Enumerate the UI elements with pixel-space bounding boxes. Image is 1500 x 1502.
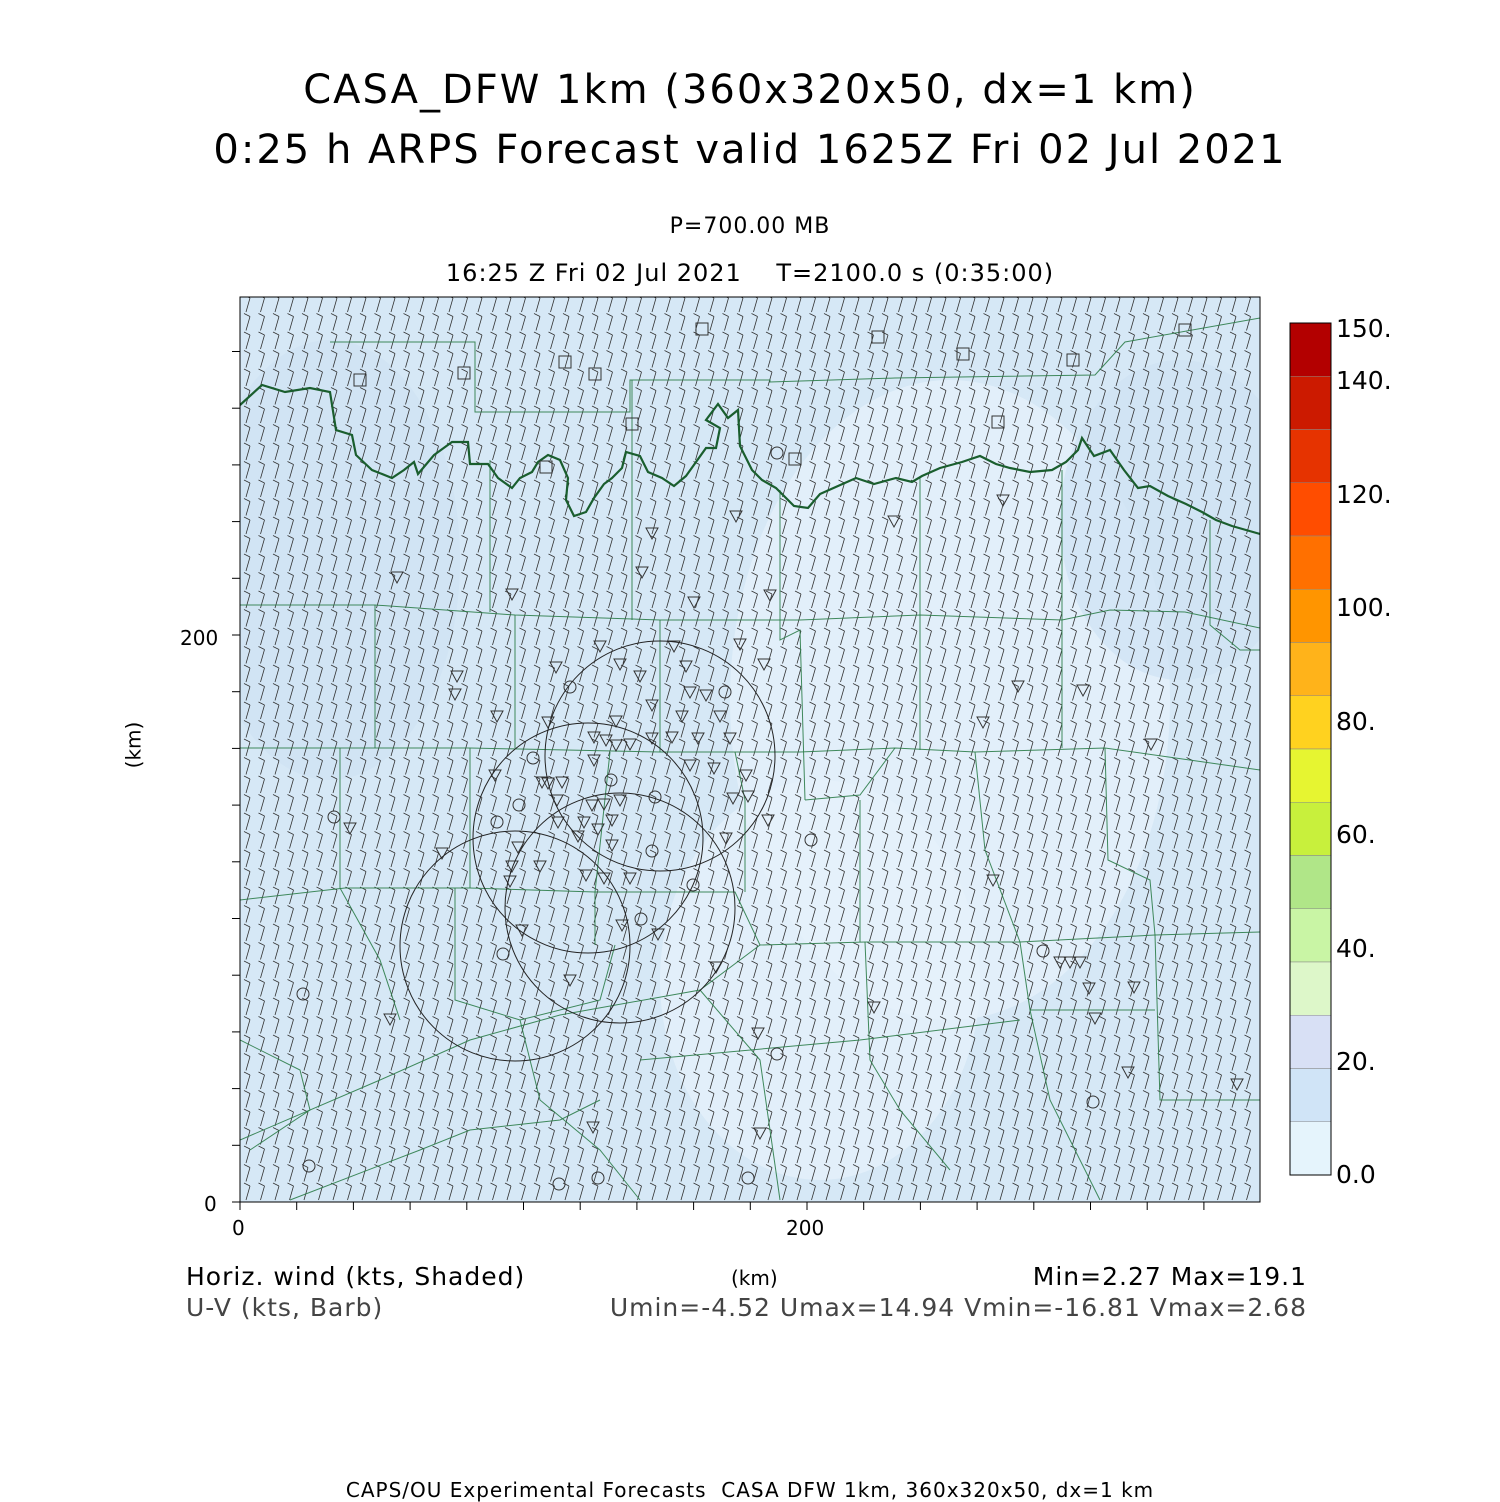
x-tick-label: 200	[786, 1216, 825, 1240]
pressure-level: P=700.00 MB	[669, 214, 831, 239]
colorbar-swatch	[1290, 856, 1331, 909]
shading-light-region	[660, 780, 980, 1180]
colorbar-label: 120.	[1336, 480, 1392, 509]
colorbar-label: 150.	[1336, 314, 1392, 343]
colorbar-swatch	[1290, 696, 1331, 749]
wind-shading	[200, 295, 1300, 1202]
uv-statistics: Umin=-4.52 Umax=14.94 Vmin=-16.81 Vmax=2.68	[609, 1293, 1307, 1322]
colorbar-label: 60.	[1336, 820, 1376, 849]
valid-time: 16:25 Z Fri 02 Jul 2021 T=2100.0 s (0:35:00)	[445, 259, 1055, 287]
y-tick-label: 0	[204, 1192, 217, 1216]
colorbar-swatch	[1290, 536, 1331, 589]
x-tick-label: 0	[232, 1216, 245, 1240]
chart-title-line1: CASA_DFW 1km (360x320x50, dx=1 km)	[303, 67, 1197, 113]
colorbar-swatch	[1290, 909, 1331, 962]
colorbar-swatch	[1290, 802, 1331, 855]
colorbar-label: 40.	[1336, 934, 1376, 963]
colorbar-swatch	[1290, 749, 1331, 802]
field-label: Horiz. wind (kts, Shaded)	[186, 1262, 526, 1291]
chart-title-line2: 0:25 h ARPS Forecast valid 1625Z Fri 02 Jul 2021	[213, 127, 1287, 173]
colorbar-swatch	[1290, 643, 1331, 696]
min-max-values: Min=2.27 Max=19.1	[1032, 1262, 1307, 1291]
colorbar-swatch	[1290, 430, 1331, 483]
y-axis-label: (km)	[121, 721, 146, 769]
footer-caption: CAPS/OU Experimental Forecasts CASA DFW 1km, 360x320x50, dx=1 km	[345, 1478, 1155, 1502]
colorbar-label: 20.	[1336, 1047, 1376, 1076]
colorbar-swatch	[1290, 589, 1331, 642]
colorbar-label: 0.0	[1336, 1160, 1376, 1189]
shading-mid-region	[1060, 360, 1300, 680]
colorbar-label: 140.	[1336, 366, 1392, 395]
x-axis-label: (km)	[731, 1266, 778, 1290]
colorbar-label: 100.	[1336, 593, 1392, 622]
colorbar-swatch	[1290, 1015, 1331, 1068]
shading-mid-region	[200, 340, 460, 780]
colorbar-swatch	[1290, 323, 1331, 376]
colorbar-swatch	[1290, 1069, 1331, 1122]
colorbar-swatch	[1290, 376, 1331, 429]
colorbar-swatch	[1290, 962, 1331, 1015]
y-tick-label: 200	[180, 626, 219, 650]
barb-label: U-V (kts, Barb)	[186, 1293, 384, 1322]
colorbar	[1290, 323, 1331, 1175]
colorbar-label: 80.	[1336, 707, 1376, 736]
colorbar-swatch	[1290, 483, 1331, 536]
colorbar-swatch	[1290, 1122, 1331, 1175]
